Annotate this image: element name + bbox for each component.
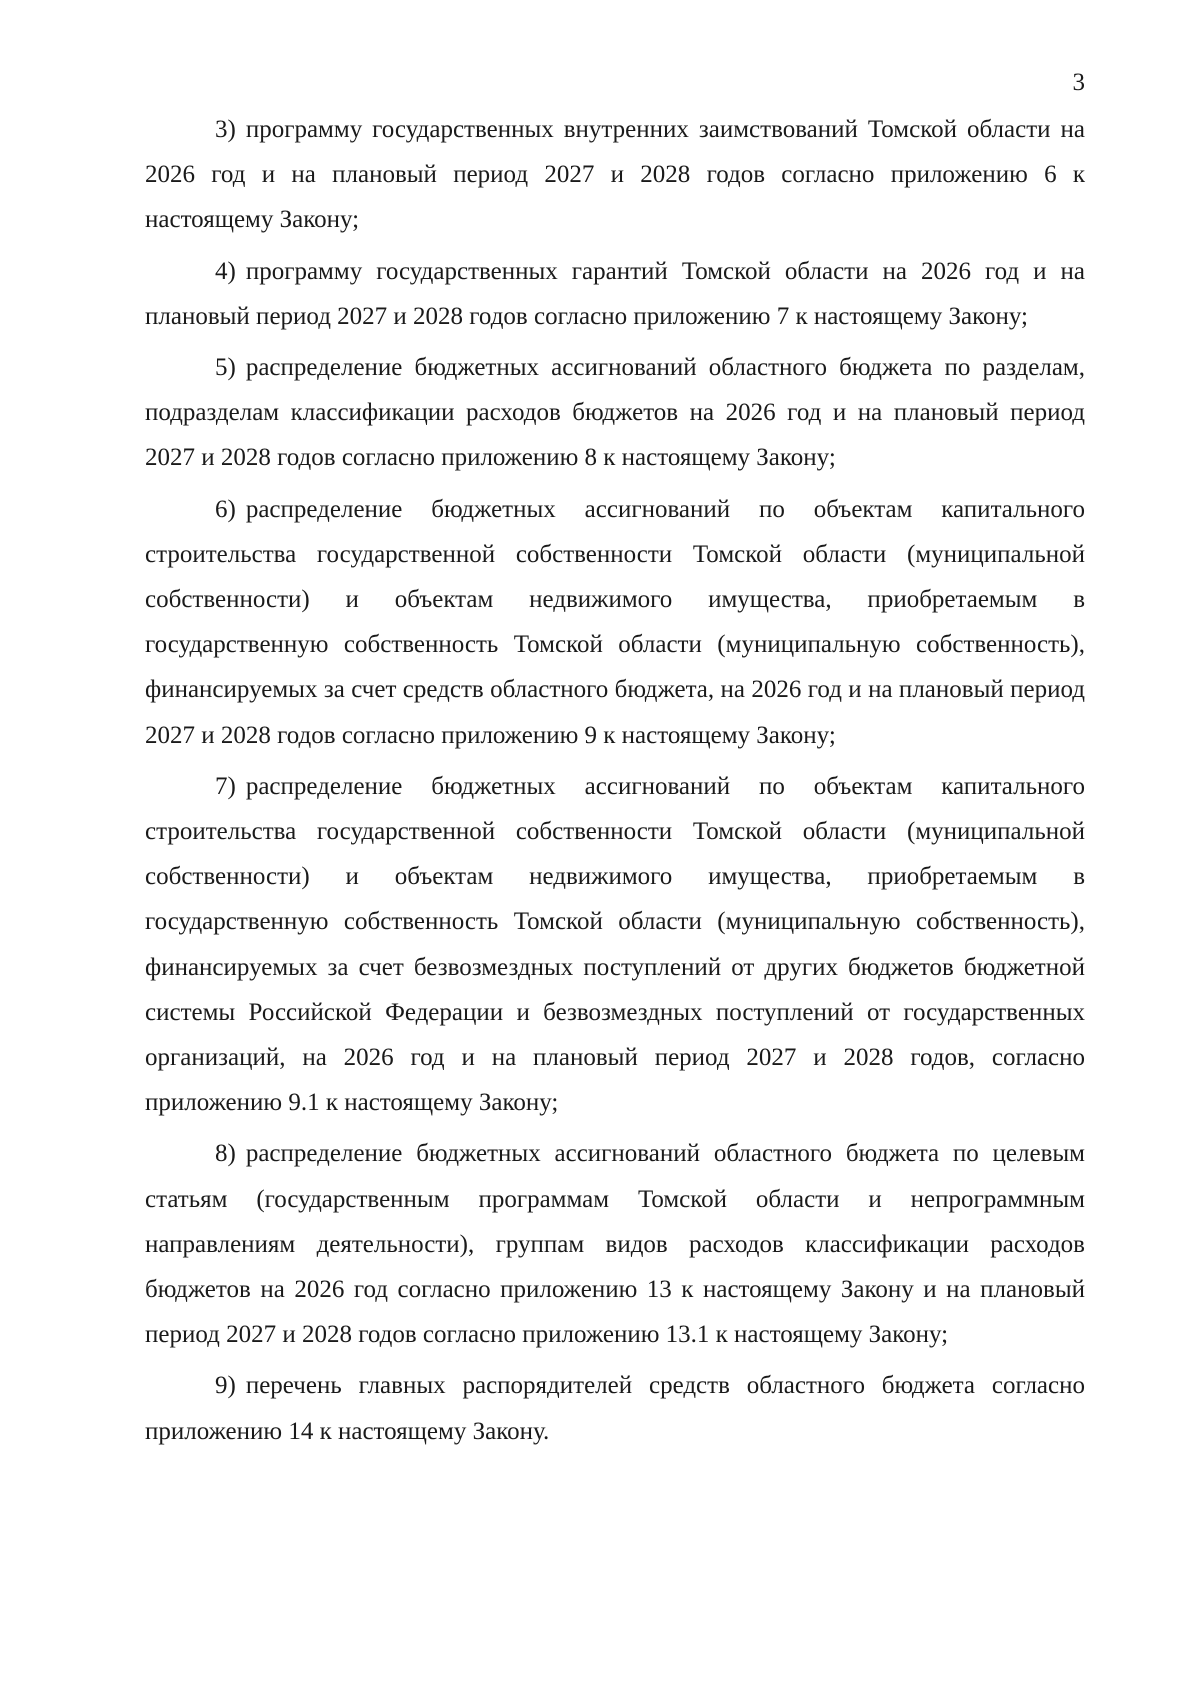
list-item	[145, 107, 1085, 243]
item-number: 8)	[215, 1140, 236, 1168]
list-item	[145, 345, 1085, 481]
item-number: 6)	[215, 495, 236, 523]
item-number: 3)	[215, 116, 236, 143]
list-item	[145, 1363, 1085, 1453]
item-text: распределение бюджетных ассигнований областного бюджета по разделам, подразделам классификации расходов бюджетов на 2026 год и на плановый период 2027 и 2028 годов согласно приложению 8 к настоящему Закону;	[145, 354, 1085, 472]
item-text: программу государственных внутренних заимствований Томской области на 2026 год и на плановый период 2027 и 2028 годов согласно приложению 6 к настоящему Закону;	[145, 116, 1085, 234]
item-text: распределение бюджетных ассигнований областного бюджета по целевым статьям (государственным программам Томской области и непрограммным направлениям деятельности), группам видов расходов классификации расходов бюджетов на 2026 год согласно приложению 13 к настоящему Закону и на плановый период 2027 и 2028 годов согласно приложению 13.1 к настоящему Закону;	[145, 1140, 1085, 1349]
list-item	[145, 487, 1085, 758]
item-number: 9)	[215, 1372, 236, 1400]
item-text: распределение бюджетных ассигнований по объектам капитального строительства государственной собственности Томской области (муниципальной собственности) и объектам недвижимого имущества, приобретаемым в государственную собственность Томской области (муниципальную собственность), финансируемых за счет безвозмездных поступлений от других бюджетов бюджетной системы Российской Федерации и безвозмездных поступлений от государственных организаций, на 2026 год и на плановый период 2027 и 2028 годов, согласно приложению 9.1 к настоящему Закону;	[145, 772, 1085, 1117]
list-item	[145, 249, 1085, 339]
item-number: 5)	[215, 354, 236, 382]
item-number: 7)	[215, 772, 236, 800]
item-text: программу государственных гарантий Томской области на 2026 год и на плановый период 2027 и 2028 годов согласно приложению 7 к настоящему Закону;	[145, 257, 1085, 330]
list-item	[145, 1131, 1085, 1357]
body-text	[145, 107, 1085, 1460]
page-number: 3	[1072, 69, 1085, 96]
list-item	[145, 764, 1085, 1126]
item-number: 4)	[215, 257, 236, 285]
item-text: перечень главных распорядителей средств областного бюджета согласно приложению 14 к настоящему Закону.	[145, 1372, 1085, 1445]
item-text: распределение бюджетных ассигнований по объектам капитального строительства государственной собственности Томской области (муниципальной собственности) и объектам недвижимого имущества, приобретаемым в государственную собственность Томской области (муниципальную собственность), финансируемых за счет средств областного бюджета, на 2026 год и на плановый период 2027 и 2028 годов согласно приложению 9 к настоящему Закону;	[145, 495, 1085, 749]
